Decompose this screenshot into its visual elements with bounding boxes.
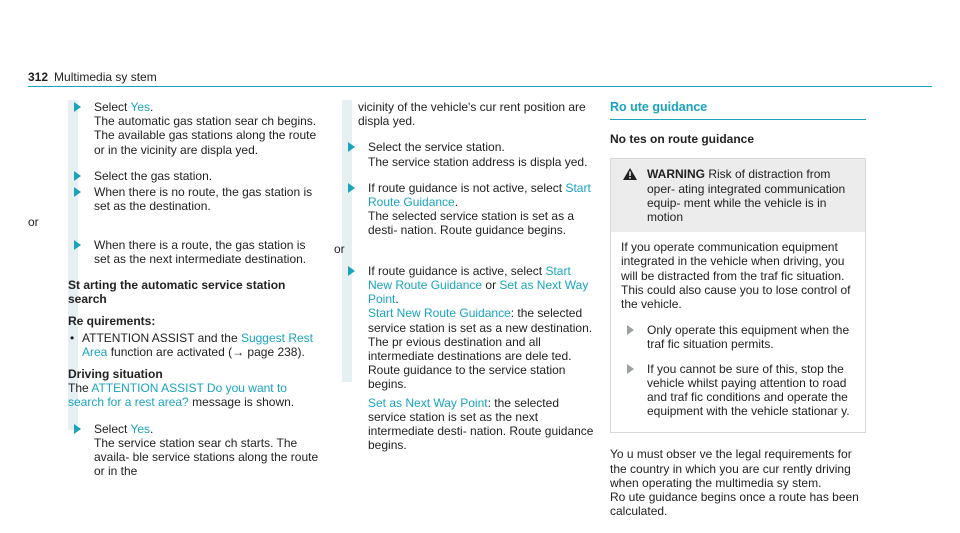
step-arrow-icon	[74, 171, 81, 181]
warning-header	[611, 159, 865, 232]
page-number: 312	[28, 70, 49, 84]
step-select-yes-2: Select Yes. The service station sear ch starts. The availa- ble service stations along the route or in the	[68, 422, 324, 479]
step-arrow-icon	[74, 102, 81, 112]
warning-step-1: Only operate this equipment when the traf fic situation permits.	[621, 323, 855, 351]
header-rule	[28, 86, 932, 87]
step-with-route: When there is a route, the gas station is set as the next intermediate destination.	[68, 238, 324, 266]
link-yes-2[interactable]: Yes	[130, 421, 151, 436]
warning-step-2: If you cannot be sure of this, stop the vehicle whilst paying attention to road and traf fic conditions and operate the equipment with the vehicle stationar y.	[621, 362, 855, 419]
requirements-label: Re quirements:	[68, 314, 156, 329]
step-arrow-icon	[74, 424, 81, 434]
section-rule	[610, 119, 866, 120]
step-route-active: If route guidance is active, select Start New Route Guidance or Set as Next Way Point. Start New Route Guidance: the selected service station is set as a new destination. The pr evious destination and all intermediate destinations are dele ted. Route guidance to the service station begins.	[342, 264, 598, 392]
step-arrow-icon	[348, 183, 355, 193]
step-arrow-icon	[74, 187, 81, 197]
or-separator: or	[334, 241, 345, 256]
warning-box	[610, 158, 866, 433]
driving-situation-label: Driving situation	[68, 367, 163, 382]
link-start-route-guidance[interactable]: Start Route Guidance	[368, 180, 591, 210]
step-select-gas-station: Select the gas station.	[68, 169, 324, 183]
legal-requirements-paragraph: Yo u must obser ve the legal requirements for the country in which you are cur rently driving when operating the multimedia sy stem.	[610, 447, 852, 490]
warning-triangle-icon	[623, 168, 637, 180]
step-arrow-icon	[627, 364, 634, 374]
step-arrow-icon	[348, 266, 355, 276]
link-suggest-rest-area[interactable]: Suggest Rest Area	[82, 330, 313, 359]
driving-situation-text: The ATTENTION ASSIST Do you want to search for a rest area? message is shown.	[68, 381, 295, 410]
link-set-as-next-way-point[interactable]: Set as Next Way Point	[368, 278, 589, 307]
subsection-title: No tes on route guidance	[610, 132, 755, 147]
link-start-new-route-guidance[interactable]: Start New Route Guidance	[368, 263, 571, 293]
step-no-route: When there is no route, the gas station is set as the destination.	[68, 185, 324, 213]
continued-text: vicinity of the vehicle's cur rent position are displa yed.	[358, 100, 586, 129]
step-arrow-icon	[627, 325, 634, 335]
warning-label: WARNING	[647, 167, 705, 182]
warning-body	[611, 232, 865, 432]
step-start-route-guidance: If route guidance is not active, select Start Route Guidance. The selected service station is set as a desti- nation. Route guidance begins.	[342, 181, 598, 238]
requirements-bullet: • ATTENTION ASSIST and the Suggest Rest Area function are activated (→ page 238).	[68, 331, 324, 359]
route-guidance-paragraph: Ro ute guidance begins once a route has been calculated.	[610, 490, 859, 519]
step-arrow-icon	[348, 142, 355, 152]
link-yes[interactable]: Yes	[130, 100, 151, 114]
warning-head-text: Risk of distraction from oper- ating integrated communication equip- ment while the vehicle is in motion	[647, 167, 846, 225]
step-arrow-icon	[74, 240, 81, 250]
heading-automatic-search: St arting the automatic service station search	[68, 278, 286, 307]
section-title: Ro ute guidance	[610, 100, 708, 114]
warning-body-text: If you operate communication equipment integrated in the vehicle when driving, you will be distracted from the traf fic situation. This could also cause you to lose control of the vehicle.	[621, 240, 851, 312]
column-left	[28, 100, 324, 490]
option-start-new-route-guidance: Start New Route Guidance	[368, 306, 511, 321]
message-attention-assist: ATTENTION ASSIST Do you want to search for a rest area?	[68, 381, 287, 410]
or-separator: or	[28, 215, 39, 230]
step-select-service-station: Select the service station. The service station address is displa yed.	[342, 140, 598, 168]
column-middle	[334, 100, 598, 453]
step-select-yes: Select Yes. The automatic gas station sear ch begins. The available gas stations along the route or in the vicinity are displa yed.	[68, 100, 324, 157]
page-header	[28, 70, 157, 84]
option-set-as-next-way-point: Set as Next Way Point: the selected service station is set as the next intermediate desti- nation. Route guidance begins.	[368, 395, 594, 453]
chapter-title: Multimedia sy stem	[54, 70, 157, 84]
column-right	[610, 100, 866, 518]
